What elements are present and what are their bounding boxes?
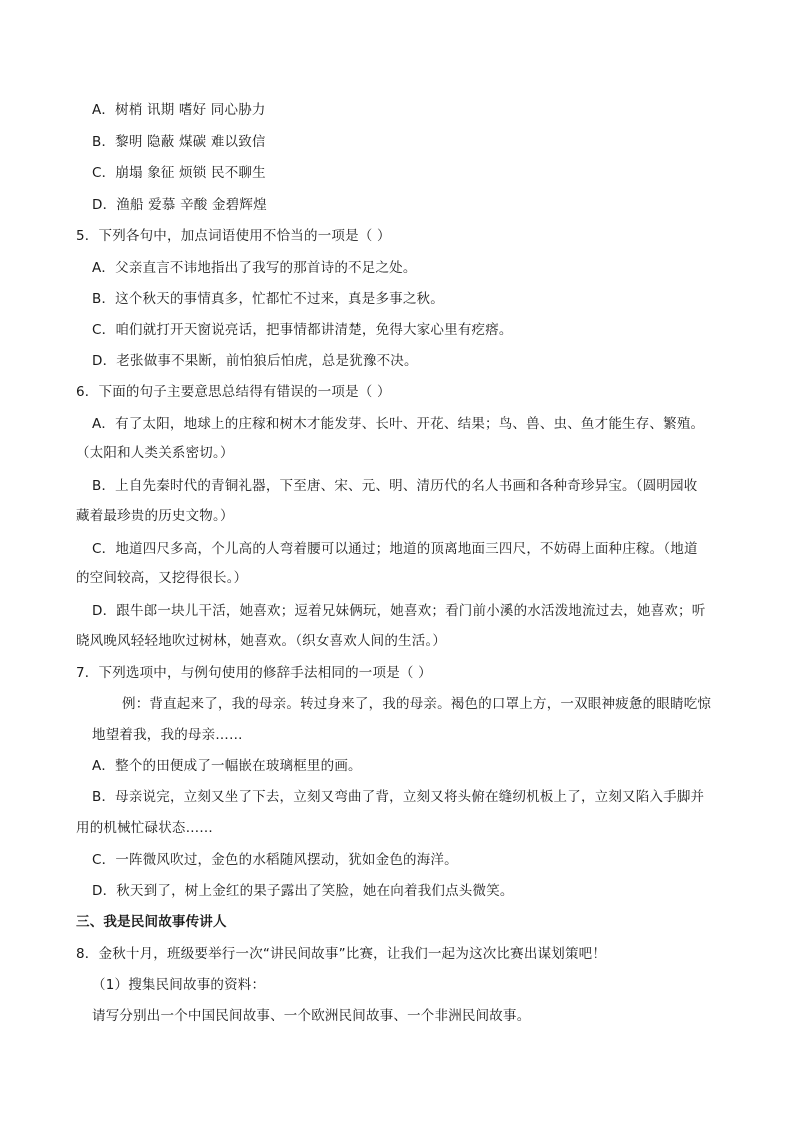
q6-stem: 6．下面的句子主要意思总结得有错误的一项是（ ） xyxy=(76,384,391,400)
q7-option-b-cont: 用的机械忙碌状态…… xyxy=(76,820,213,836)
q4-option-b: B．黎明 隐蔽 煤碳 难以致信 xyxy=(92,134,266,150)
q7-option-c: C．一阵微风吹过，金色的水稻随风摆动，犹如金色的海洋。 xyxy=(92,852,458,868)
q4-option-c: C．崩塌 象征 烦锁 民不聊生 xyxy=(92,165,266,181)
q7-stem: 7．下列选项中，与例句使用的修辞手法相同的一项是（ ） xyxy=(76,665,432,681)
q5-option-a: A．父亲直言不讳地指出了我写的那首诗的不足之处。 xyxy=(92,260,417,276)
q6-option-a: A．有了太阳，地球上的庄稼和树木才能发芽、长叶、开花、结果；鸟、兽、虫、鱼才能生存、繁殖。 xyxy=(92,416,705,432)
q4-option-a: A．树梢 讯期 嗜好 同心胁力 xyxy=(92,102,266,118)
q6-option-c: C．地道四尺多高，个儿高的人弯着腰可以通过；地道的顶离地面三四尺，不妨碍上面种庄稼。（地道 xyxy=(92,541,698,557)
q7-example-cont: 地望着我，我的母亲…… xyxy=(92,727,243,743)
q8-sub-1: （1）搜集民间故事的资料： xyxy=(92,977,266,993)
q8-stem: 8．金秋十月，班级要举行一次“讲民间故事”比赛，让我们一起为这次比赛出谋划策吧！ xyxy=(76,946,607,962)
q5-option-b: B．这个秋天的事情真多，忙都忙不过来，真是多事之秋。 xyxy=(92,291,444,307)
q5-option-d: D．老张做事不果断，前怕狼后怕虎，总是犹豫不决。 xyxy=(92,353,418,369)
q6-option-b: B．上自先秦时代的青铜礼器，下至唐、宋、元、明、清历代的名人书画和各种奇珍异宝。（圆明园收 xyxy=(92,478,698,494)
q7-option-d: D．秋天到了，树上金红的果子露出了笑脸，她在向着我们点头微笑。 xyxy=(92,883,514,899)
q7-example: 例：背直起来了，我的母亲。转过身来了，我的母亲。褐色的口罩上方，一双眼神疲惫的眼睛吃惊 xyxy=(122,696,712,712)
q7-option-a: A．整个的田便成了一幅嵌在玻璃框里的画。 xyxy=(92,758,362,774)
q6-option-d-cont: 晓风晚风轻轻地吹过树林，她喜欢。（织女喜欢人间的生活。） xyxy=(76,633,447,649)
q4-option-d: D．渔船 爱慕 辛酸 金碧辉煌 xyxy=(92,197,267,213)
q5-stem: 5．下列各句中，加点词语使用不恰当的一项是（ ） xyxy=(76,228,391,244)
q5-option-c: C．咱们就打开天窗说亮话，把事情都讲清楚，免得大家心里有疙瘩。 xyxy=(92,322,513,338)
q6-option-d: D．跟牛郎一块儿干活，她喜欢；逗着兄妹俩玩，她喜欢；看门前小溪的水活泼地流过去，她喜欢；听 xyxy=(92,603,706,619)
q6-option-b-cont: 藏着最珍贵的历史文物。） xyxy=(76,508,234,524)
section-3-heading: 三、我是民间故事传讲人 xyxy=(76,914,227,930)
q6-option-a-cont: （太阳和人类关系密切。） xyxy=(76,445,234,461)
q7-option-b: B．母亲说完，立刻又坐了下去，立刻又弯曲了背，立刻又将头俯在缝纫机板上了，立刻又陷入手脚并 xyxy=(92,789,705,805)
q6-option-c-cont: 的空间较高，又挖得很长。） xyxy=(76,570,248,586)
q8-sub-1-text: 请写分别出一个中国民间故事、一个欧洲民间故事、一个非洲民间故事。 xyxy=(92,1008,531,1024)
